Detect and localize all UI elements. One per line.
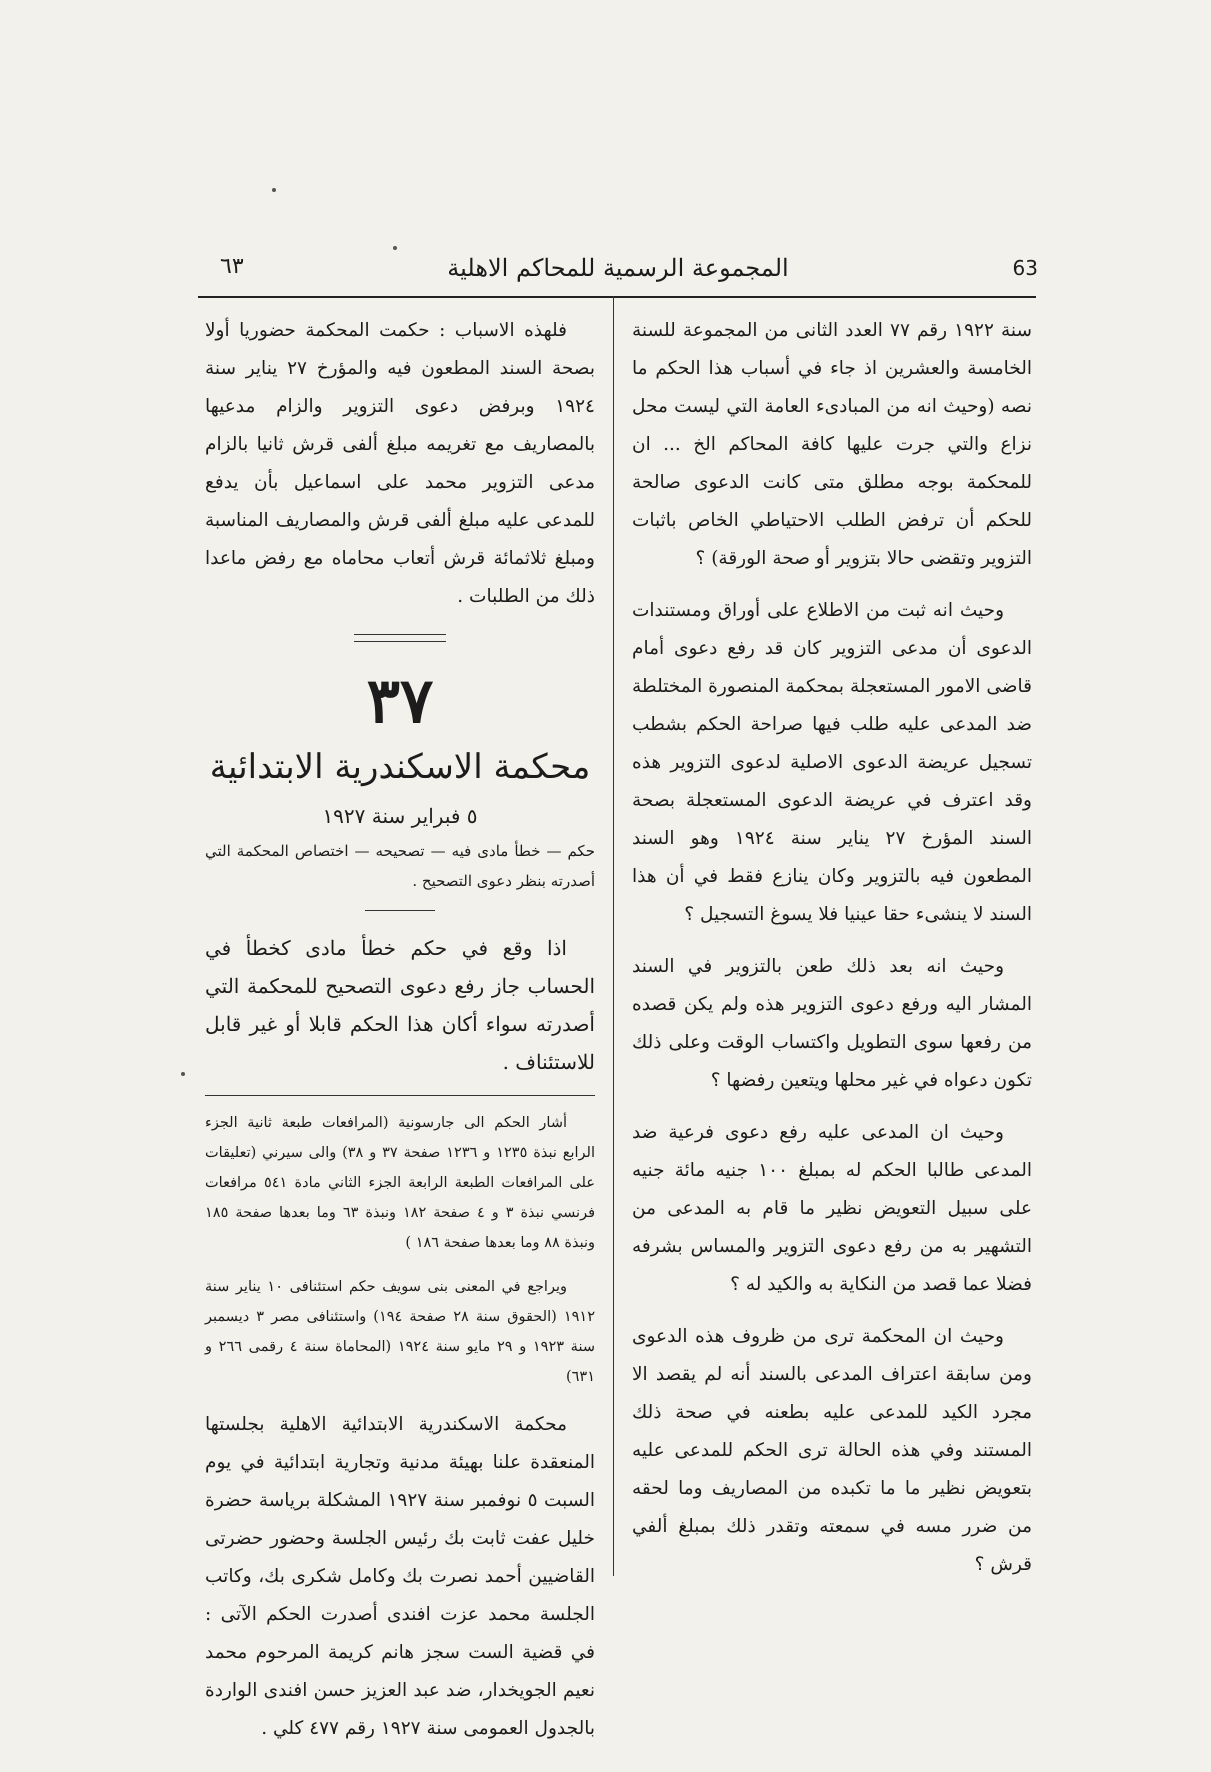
footnote: ويراجع في المعنى بنى سويف حكم استئنافى ١٠ يناير سنة ١٩١٢ (الحقوق سنة ٢٨ صفحة ١٩٤) واستئنافى مصر ٣ ديسمبر سنة ١٩٢٣ و ٢٩ مايو سنة ١٩٢٤ (المحاماة سنة ٤ رقمى ٢٦٦ و ٦٣١) — [205, 1279, 595, 1385]
divider — [365, 910, 435, 911]
court-name: محكمة الاسكندرية الابتدائية — [209, 747, 591, 787]
column-divider — [613, 296, 614, 1576]
paragraph: سنة ١٩٢٢ رقم ٧٧ العدد الثانى من المجموعة للسنة الخامسة والعشرين اذ جاء في أسباب هذا الحكم ما نصه (وحيث انه من المبادىء العامة التي ليست محل نزاع والتي جرت عليها كافة المحاكم الخ ... ان للمحكمة بوجه مطلق متى كانت الدعوى صالحة للحكم أن ترفض الطلب الاحتياطي الخاص باثبات التزوير وتقضى حالا بتزوير أو صحة الورقة) ؟ — [632, 320, 1032, 569]
judgment-body: محكمة الاسكندرية الابتدائية الاهلية بجلستها المنعقدة علنا بهيئة مدنية وتجارية ابتدائية في يوم السبت ٥ نوفمبر سنة ١٩٢٧ المشكلة برياسة حضرة خليل عفت ثابت بك رئيس الجلسة وحضور حضرتى القاضيين أحمد نصرت بك وكامل شكرى بك، وكاتب الجلسة محمد عزت افندى أصدرت الحكم الآتى : في قضية الست سجز هانم كريمة المرحوم محمد نعيم الجويخدار، ضد عبد العزيز حسن افندى الواردة بالجدول العمومى سنة ١٩٢٧ رقم ٤٧٧ كلي . — [205, 1414, 595, 1739]
header-rule — [198, 296, 1036, 298]
page-header — [198, 252, 1038, 292]
notes-rule — [205, 1095, 595, 1096]
scan-speck — [272, 188, 276, 192]
judgment-conclusion: فلهذه الاسباب : حكمت المحكمة حضوريا أولا بصحة السند المطعون فيه والمؤرخ ٢٧ يناير سنة ١٩٢٤ وبرفض دعوى التزوير والزام مدعيها بالمصاريف مع تغريمه مبلغ ألفى قرش ثانيا بالزام مدعى التزوير محمد على اسماعيل بأن يدفع للمدعى عليه مبلغ ألفى قرش والمصاريف المناسبة ومبلغ ثلاثمائة قرش أتعاب محاماه مع رفض ماعدا ذلك من الطلبات . — [205, 320, 595, 607]
scan-speck — [393, 246, 397, 250]
case-number: ٣٧ — [366, 664, 434, 737]
right-column — [632, 312, 1032, 1598]
section-separator — [354, 634, 446, 642]
left-column — [205, 312, 595, 1762]
paragraph: وحيث انه بعد ذلك طعن بالتزوير في السند المشار اليه ورفع دعوى التزوير هذه ولم يكن قصده من رفعها سوى التطويل واكتساب الوقت وعلى ذلك تكون دعواه في غير محلها ويتعين رفضها ؟ — [632, 956, 1032, 1091]
paragraph: وحيث ان المدعى عليه رفع دعوى فرعية ضد المدعى طالبا الحكم له بمبلغ ١٠٠ جنيه مائة جنيه على سبيل التعويض نظير ما قام به المدعى من التشهير به من رفع دعوى التزوير والمساس بشرفه فضلا عما قصد من النكاية به والكيد له ؟ — [632, 1122, 1032, 1295]
paragraph: وحيث ان المحكمة ترى من ظروف هذه الدعوى ومن سابقة اعتراف المدعى بالسند أنه لم يقصد الا مجرد الكيد للمدعى عليه بطعنه في صحة ذلك المستند وفي هذه الحالة ترى الحكم للمدعى عليه بتعويض نظير ما ما تكبده من المصاريف وما لحقه من ضرر مسه في سمعته وتقدر ذلك بمبلغ ألفي قرش ؟ — [632, 1326, 1032, 1575]
legal-principle: اذا وقع في حكم خطأ مادى كخطأ في الحساب جاز رفع دعوى التصحيح للمحكمة التي أصدرته سواء أكان هذا الحكم قابلا أو غير قابل للاستئناف . — [205, 936, 595, 1074]
page-number-latin: 63 — [1012, 256, 1038, 280]
case-keywords: حكم — خطأ مادى فيه — تصحيحه — اختصاص المحكمة التي أصدرته بنظر دعوى التصحيح . — [205, 842, 595, 890]
judgment-date: ٥ فبراير سنة ١٩٢٧ — [322, 804, 478, 828]
paragraph: وحيث انه ثبت من الاطلاع على أوراق ومستندات الدعوى أن مدعى التزوير كان قد رفع دعوى أمام قاضى الامور المستعجلة بمحكمة المنصورة المختلطة ضد المدعى عليه طلب فيها صراحة الحكم بشطب تسجيل عريضة الدعوى الاصلية لدعوى التزوير هذه وقد اعترف في عريضة الدعوى المستعجلة بصحة السند المؤرخ ٢٧ يناير سنة ١٩٢٤ وهو السند المطعون فيه بالتزوير وكان ينازع فقط في أن هذا السند لا ينشىء حقا عينيا فلا يسوغ التسجيل ؟ — [632, 600, 1032, 925]
page-number-arabic: ٦٣ — [220, 254, 244, 279]
scan-speck — [181, 1072, 185, 1076]
publication-title: المجموعة الرسمية للمحاكم الاهلية — [447, 254, 789, 282]
footnote: أشار الحكم الى جارسونية (المرافعات طبعة ثانية الجزء الرابع نبذة ١٢٣٥ و ١٢٣٦ صفحة ٣٧ و ٣٨) والى سيرني (تعليقات على المرافعات الطبعة الرابعة الجزء الثاني مادة ٥٤١ مرافعات فرنسي نبذة ٣ و ٤ صفحة ١٨٢ ونبذة ٦٣ وما بعدها صفحة ١٨٥ ونبذة ٨٨ وما بعدها صفحة ١٨٦ ) — [205, 1115, 596, 1251]
